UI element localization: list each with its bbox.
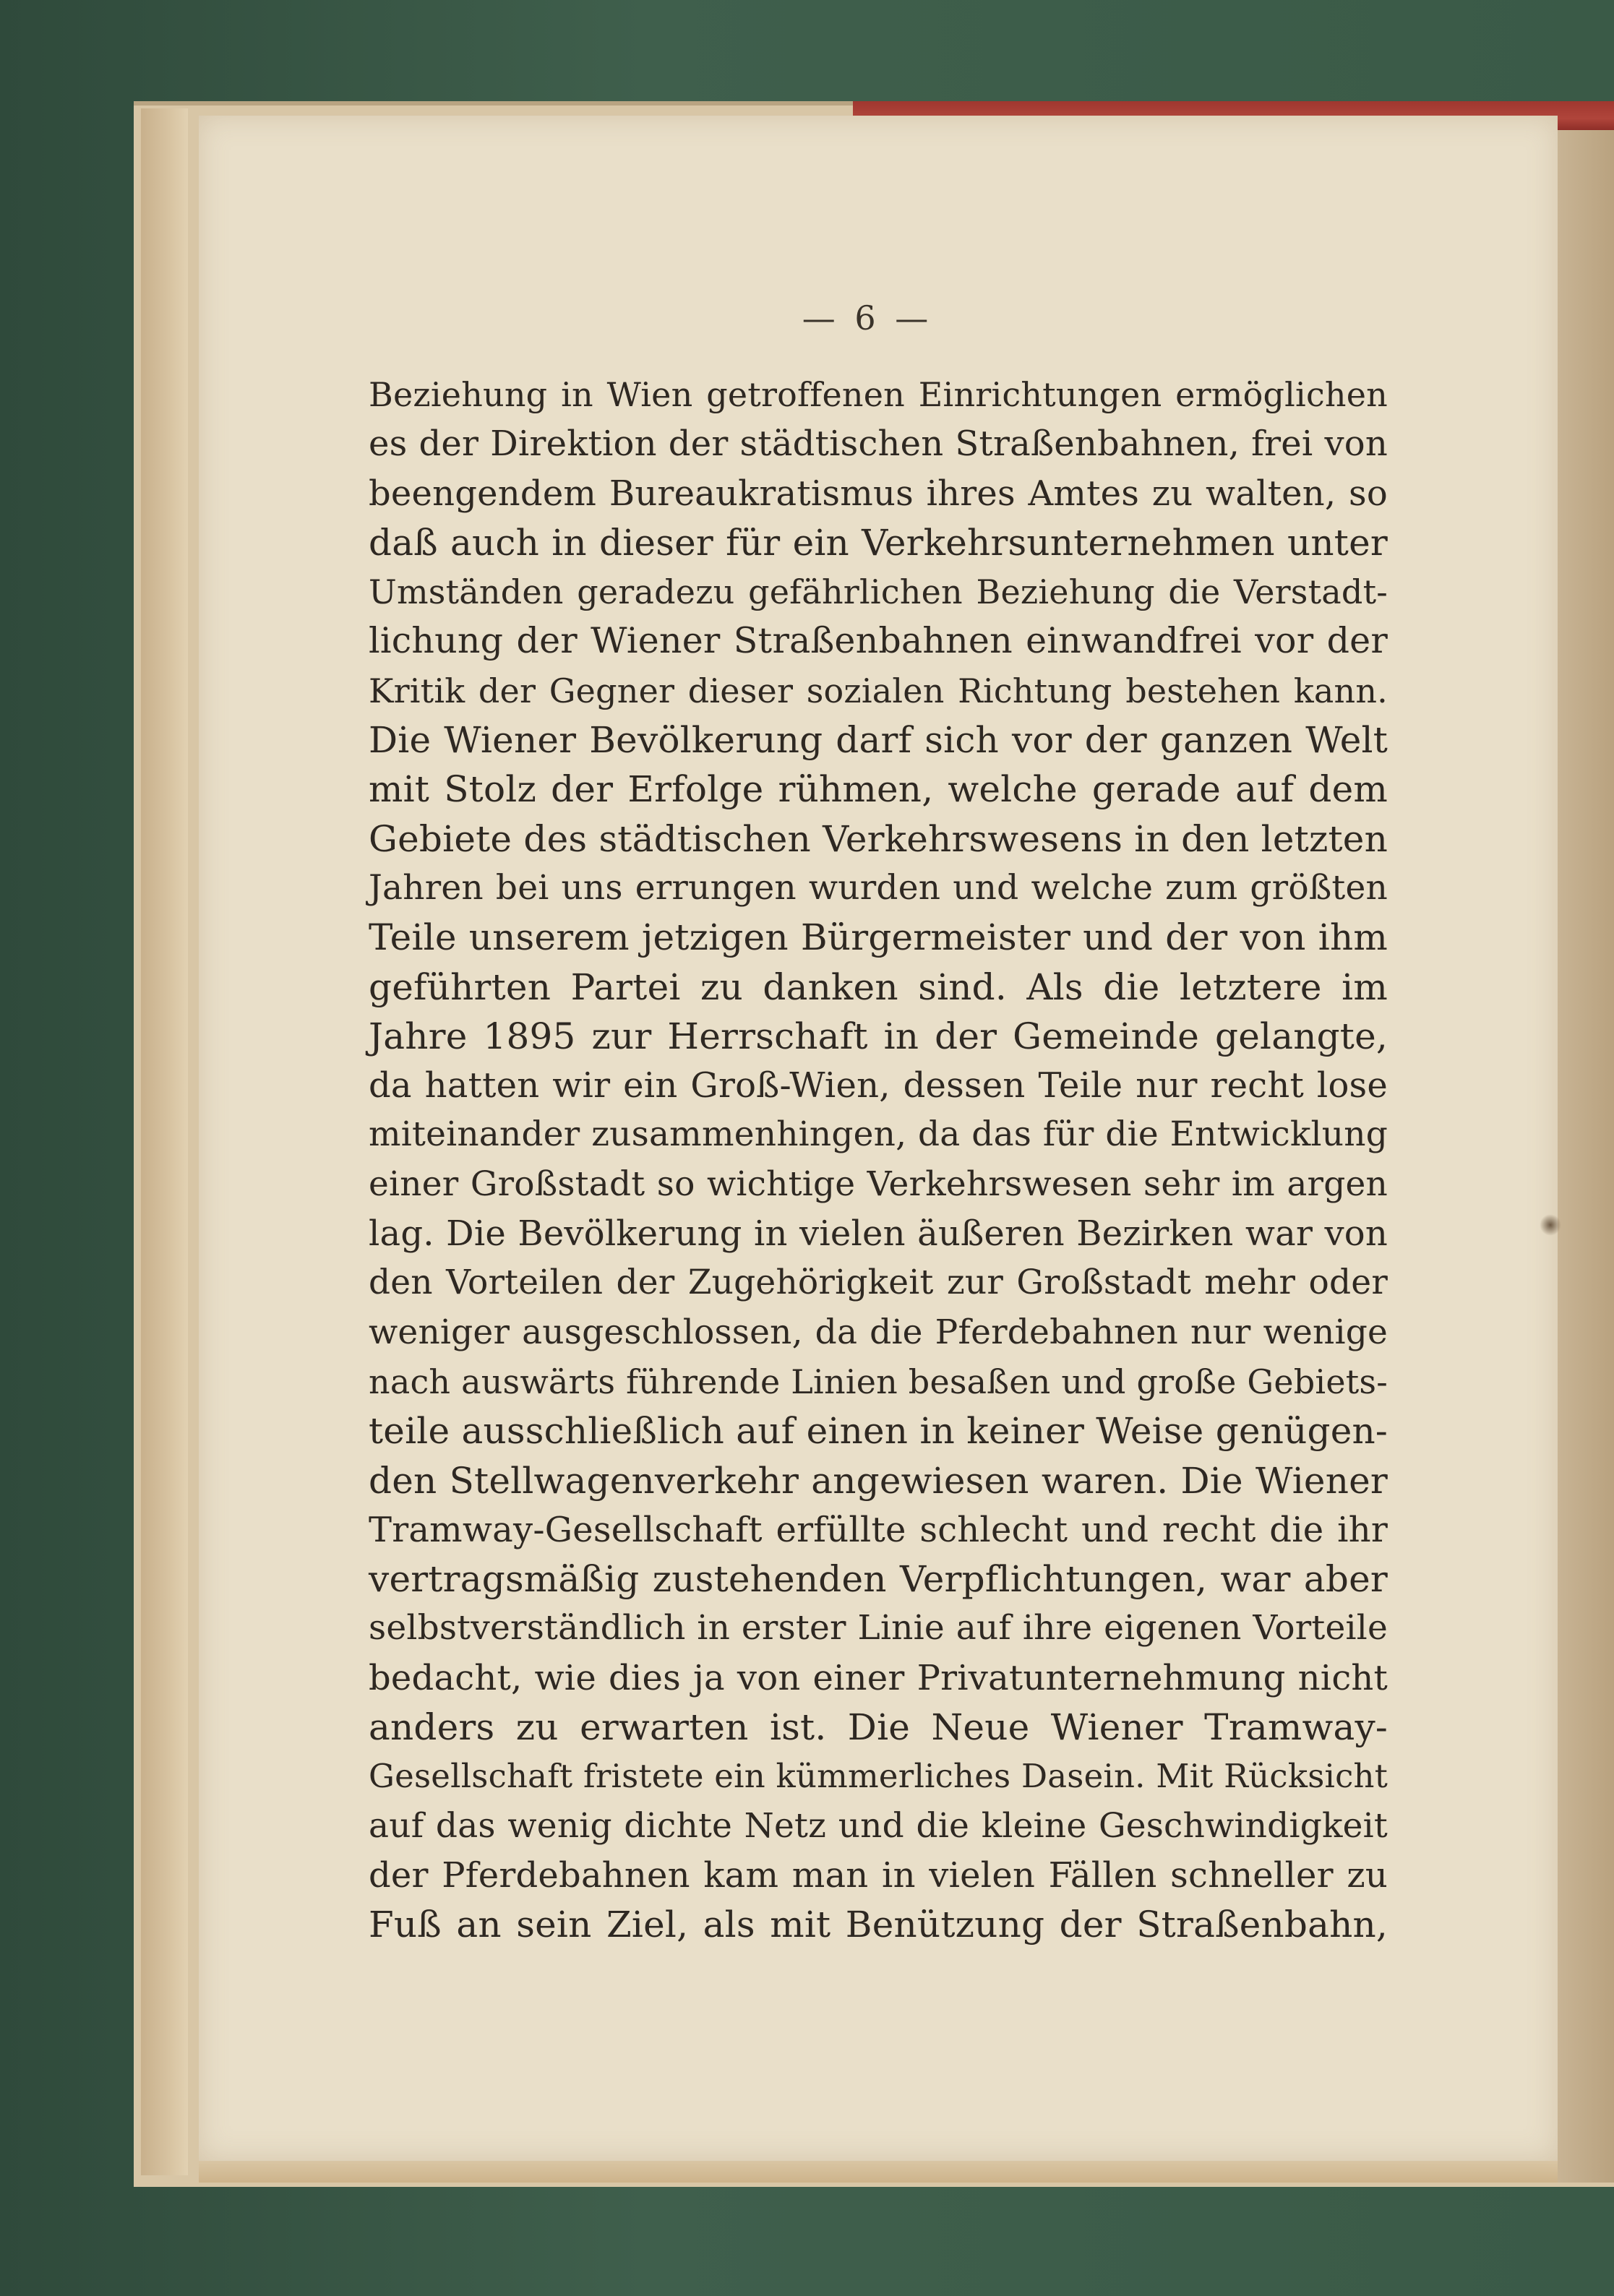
page-bottom-edge (199, 2161, 1558, 2183)
text-line: vertragsmäßig zustehenden Verpflichtungen, war aber (369, 1558, 1388, 1601)
text-line: beengendem Bureaukratismus ihres Amtes zu walten, so (369, 473, 1388, 514)
text-line: mit Stolz der Erfolge rühmen, welche gerade auf dem (369, 768, 1388, 811)
text-line: Gesellschaft fristete ein kümmerliches Dasein. Mit Rücksicht (369, 1757, 1388, 1796)
text-line: den Stellwagenverkehr angewiesen waren. Die Wiener (369, 1459, 1388, 1502)
text-line: anders zu erwarten ist. Die Neue Wiener Tramway- (369, 1706, 1388, 1749)
text-line: es der Direktion der städtischen Straßenbahnen, frei von (369, 423, 1388, 465)
cover-right-edge (1554, 130, 1614, 2183)
text-line: teile ausschließlich auf einen in keiner Weise genügen- (369, 1410, 1388, 1453)
text-line: weniger ausgeschlossen, da die Pferdebahnen nur wenige (369, 1312, 1388, 1352)
text-line: selbstverständlich in erster Linie auf ihre eigenen Vorteile (369, 1608, 1388, 1648)
text-line: Tramway-Gesellschaft erfüllte schlecht und recht die ihr (369, 1509, 1388, 1550)
text-line: geführten Partei zu danken sind. Als die letztere im (369, 966, 1388, 1008)
text-line: Fuß an sein Ziel, als mit Benützung der Straßenbahn, (369, 1904, 1388, 1946)
text-line: lag. Die Bevölkerung in vielen äußeren Bezirken war von (369, 1213, 1388, 1255)
text-line: auf das wenig dichte Netz und die kleine Geschwindigkeit (369, 1805, 1388, 1846)
text-line: den Vorteilen der Zugehörigkeit zur Großstadt mehr oder (369, 1263, 1388, 1303)
text-line: Jahren bei uns errungen wurden und welche zum größten (369, 867, 1388, 908)
text-line: bedacht, wie dies ja von einer Privatunternehmung nicht (369, 1657, 1388, 1698)
text-line: da hatten wir ein Groß-Wien, dessen Teile nur recht lose (369, 1065, 1388, 1106)
body-text (369, 370, 1388, 2032)
text-line: Teile unserem jetzigen Bürgermeister und der von ihm (369, 916, 1388, 959)
text-line: Beziehung in Wien getroffenen Einrichtungen ermöglichen (369, 375, 1388, 414)
text-line: lichung der Wiener Straßenbahnen einwandfrei vor der (369, 620, 1388, 662)
text-line: Gebiete des städtischen Verkehrswesens in den letzten (369, 817, 1388, 860)
text-line: Jahre 1895 zur Herrschaft in der Gemeinde gelangte, (369, 1015, 1388, 1057)
page-stack-edge (141, 108, 188, 2175)
paper-stain (1540, 1214, 1561, 1236)
text-line: Kritik der Gegner dieser sozialen Richtung bestehen kann. (369, 671, 1388, 710)
text-line: Umständen geradezu gefährlichen Beziehung die Verstadt- (369, 572, 1388, 612)
text-line: einer Großstadt so wichtige Verkehrswesen sehr im argen (369, 1164, 1388, 1204)
text-line: daß auch in dieser für ein Verkehrsunternehmen unter (369, 521, 1388, 564)
text-line: der Pferdebahnen kam man in vielen Fällen schneller zu (369, 1854, 1388, 1896)
text-line: Die Wiener Bevölkerung darf sich vor der ganzen Welt (369, 719, 1388, 762)
page-number: — 6 — (802, 298, 933, 337)
text-line: miteinander zusammenhingen, da das für die Entwicklung (369, 1114, 1388, 1155)
text-line: nach auswärts führende Linien besaßen und große Gebiets- (369, 1362, 1388, 1401)
